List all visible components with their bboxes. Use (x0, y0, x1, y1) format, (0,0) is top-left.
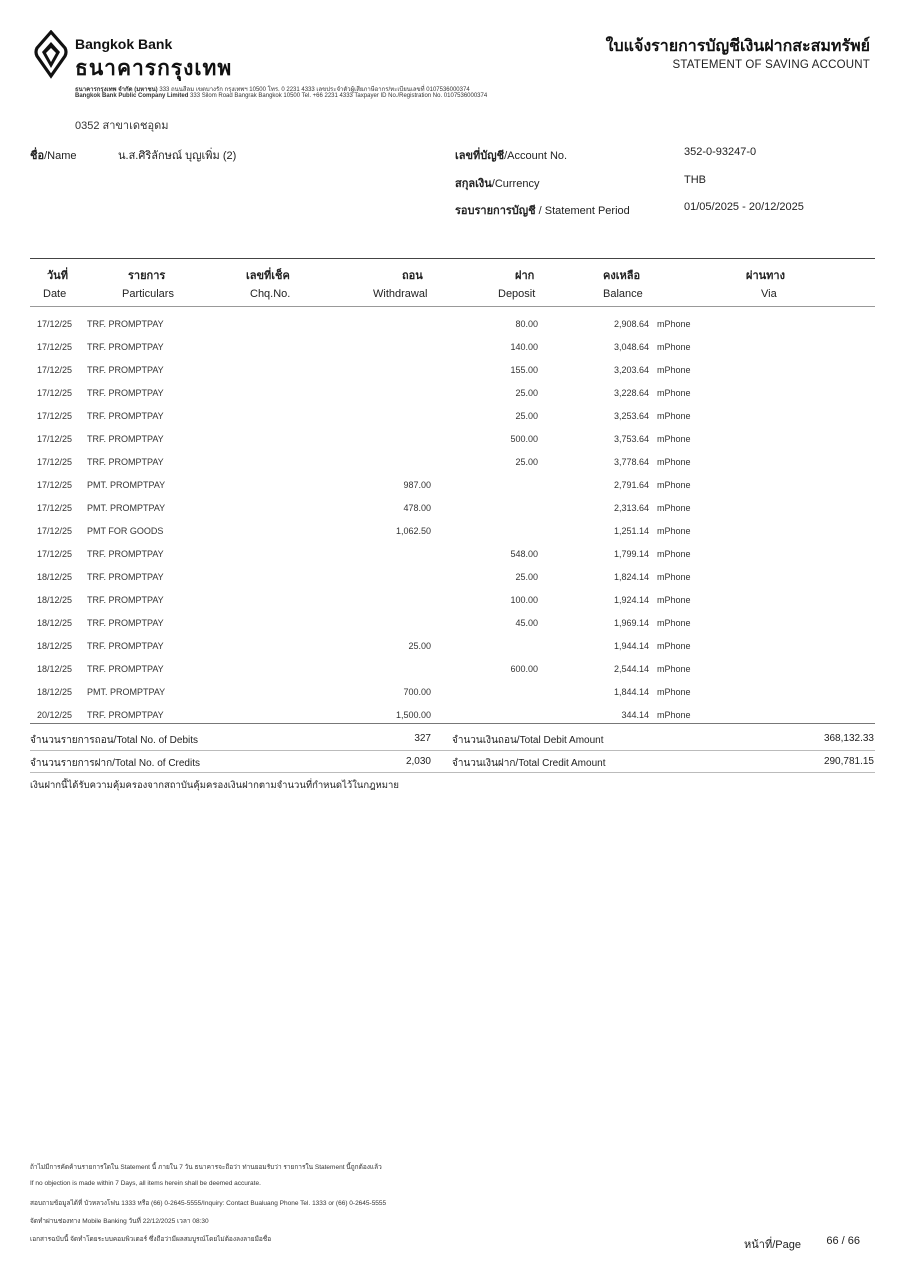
statement-title-th: ใบแจ้งรายการบัญชีเงินฝากสะสมทรัพย์ (605, 38, 870, 55)
total-credit-amount-label: จำนวนเงินฝาก/Total Credit Amount (452, 758, 606, 769)
table-row: 18/12/25 PMT. PROMPTPAY 700.00 1,844.14 mPhone (37, 687, 691, 697)
table-row: 17/12/25 PMT. PROMPTPAY 478.00 2,313.64 mPhone (37, 503, 691, 513)
table-row: 18/12/25 TRF. PROMPTPAY 25.00 1,824.14 mPhone (37, 572, 691, 582)
account-holder-name: น.ส.ศิริลักษณ์ บุญเพิ่ม (2) (118, 150, 237, 162)
bank-name-en: Bangkok Bank (75, 36, 173, 52)
table-row: 17/12/25 PMT FOR GOODS 1,062.50 1,251.14 mPhone (37, 526, 691, 536)
table-row: 17/12/25 TRF. PROMPTPAY 548.00 1,799.14 mPhone (37, 549, 691, 559)
bank-name-th: ธนาคารกรุงเทพ (75, 57, 233, 80)
header-withdrawal-en: Withdrawal (373, 288, 428, 300)
footer-line-1: ถ้าไม่มีการคัดค้านรายการใดใน Statement นี้ ภายใน 7 วัน ธนาคารจะถือว่า ท่านยอมรับว่า รายการใน Statement นี้ถูกต้องแล้ว (30, 1164, 382, 1171)
name-label: ชื่อ/Name (30, 150, 77, 162)
table-top-rule (30, 258, 875, 259)
header-particulars-th: รายการ (128, 270, 166, 282)
table-row: 20/12/25 TRF. PROMPTPAY 1,500.00 344.14 mPhone (37, 710, 691, 720)
table-row: 17/12/25 TRF. PROMPTPAY 25.00 3,778.64 mPhone (37, 457, 691, 467)
table-header-rule (30, 306, 875, 307)
header-date-en: Date (43, 288, 67, 300)
header-withdrawal-th: ถอน (402, 270, 423, 282)
table-row: 17/12/25 TRF. PROMPTPAY 80.00 2,908.64 mPhone (37, 319, 691, 329)
header-via-th: ผ่านทาง (746, 270, 785, 282)
statement-period-label: รอบรายการบัญชี / Statement Period (455, 205, 630, 217)
page-number: 66 / 66 (826, 1235, 860, 1247)
statement-period-value: 01/05/2025 - 20/12/2025 (684, 201, 804, 213)
bank-address-en: Bangkok Bank Public Company Limited 333 Silom Road Bangrak Bangkok 10500 Tel. +66 2231 4333 Taxpayer ID No./Registration No. 0107536000374 (75, 93, 488, 99)
table-row: 17/12/25 TRF. PROMPTPAY 140.00 3,048.64 mPhone (37, 342, 691, 352)
header-chq-en: Chq.No. (250, 288, 291, 300)
table-row: 17/12/25 TRF. PROMPTPAY 155.00 3,203.64 mPhone (37, 365, 691, 375)
currency-value: THB (684, 174, 706, 186)
footer-line-3: สอบถามข้อมูลได้ที่ บัวหลวงโฟน 1333 หรือ (66) 0-2645-5555/Inquiry: Contact Bualuang Phone Tel. 1333 or (66) 0-2645-5555 (30, 1200, 387, 1207)
header-date-th: วันที่ (47, 270, 68, 282)
total-credits-count: 2,030 (405, 756, 431, 767)
total-debit-amount-label: จำนวนเงินถอน/Total Debit Amount (452, 735, 604, 746)
footer-line-4: จัดทำผ่านช่องทาง Mobile Banking วันที่ 22/12/2025 เวลา 08:30 (30, 1218, 209, 1225)
footer-line-5: เอกสารฉบับนี้ จัดทำโดยระบบคอมพิวเตอร์ ซึ่งถือว่ามีผลสมบูรณ์โดยไม่ต้องลงลายมือชื่อ (30, 1236, 272, 1243)
totals-rule (30, 750, 875, 751)
total-debits-label: จำนวนรายการถอน/Total No. of Debits (30, 735, 199, 746)
account-no-label: เลขที่บัญชี/Account No. (455, 150, 568, 162)
totals-bottom-rule (30, 772, 875, 773)
table-bottom-rule (30, 723, 875, 724)
table-row: 17/12/25 TRF. PROMPTPAY 25.00 3,228.64 mPhone (37, 388, 691, 398)
header-particulars-en: Particulars (122, 288, 174, 300)
footer-line-2: If no objection is made within 7 Days, all items herein shall be deemed accurate. (30, 1180, 261, 1187)
bangkok-bank-logo-icon (33, 30, 69, 80)
page-label: หน้าที่/Page (744, 1239, 801, 1251)
header-chq-th: เลขที่เช็ค (246, 270, 290, 282)
table-row: 17/12/25 PMT. PROMPTPAY 987.00 2,791.64 mPhone (37, 480, 691, 490)
table-row: 18/12/25 TRF. PROMPTPAY 600.00 2,544.14 mPhone (37, 664, 691, 674)
header-balance-en: Balance (603, 288, 643, 300)
header-deposit-en: Deposit (498, 288, 536, 300)
total-credits-label: จำนวนรายการฝาก/Total No. of Credits (30, 758, 200, 769)
table-row: 17/12/25 TRF. PROMPTPAY 25.00 3,253.64 mPhone (37, 411, 691, 421)
bank-address-th: ธนาคารกรุงเทพ จำกัด (มหาชน) 333 ถนนสีลม เขตบางรัก กรุงเทพฯ 10500 โทร. 0 2231 4333 เลขประจำตัวผู้เสียภาษีอากร/ทะเบียนเลขที่ 0107536000374 (75, 87, 470, 93)
total-debit-amount: 368,132.33 (823, 733, 874, 744)
table-row: 17/12/25 TRF. PROMPTPAY 500.00 3,753.64 mPhone (37, 434, 691, 444)
header-deposit-th: ฝาก (515, 270, 535, 282)
currency-label: สกุลเงิน/Currency (455, 178, 540, 190)
total-credit-amount: 290,781.15 (823, 756, 874, 767)
header-balance-th: คงเหลือ (603, 270, 641, 282)
account-no-value: 352-0-93247-0 (684, 146, 757, 158)
branch-name: 0352 สาขาเดชอุดม (75, 120, 169, 132)
table-row: 18/12/25 TRF. PROMPTPAY 25.00 1,944.14 mPhone (37, 641, 691, 651)
table-row: 18/12/25 TRF. PROMPTPAY 45.00 1,969.14 mPhone (37, 618, 691, 628)
total-debits-count: 327 (414, 733, 431, 744)
deposit-protection-note: เงินฝากนี้ได้รับความคุ้มครองจากสถาบันคุ้มครองเงินฝากตามจำนวนที่กำหนดไว้ในกฎหมาย (30, 780, 399, 791)
table-row: 18/12/25 TRF. PROMPTPAY 100.00 1,924.14 mPhone (37, 595, 691, 605)
header-via-en: Via (761, 288, 777, 300)
statement-title-en: STATEMENT OF SAVING ACCOUNT (672, 59, 870, 71)
